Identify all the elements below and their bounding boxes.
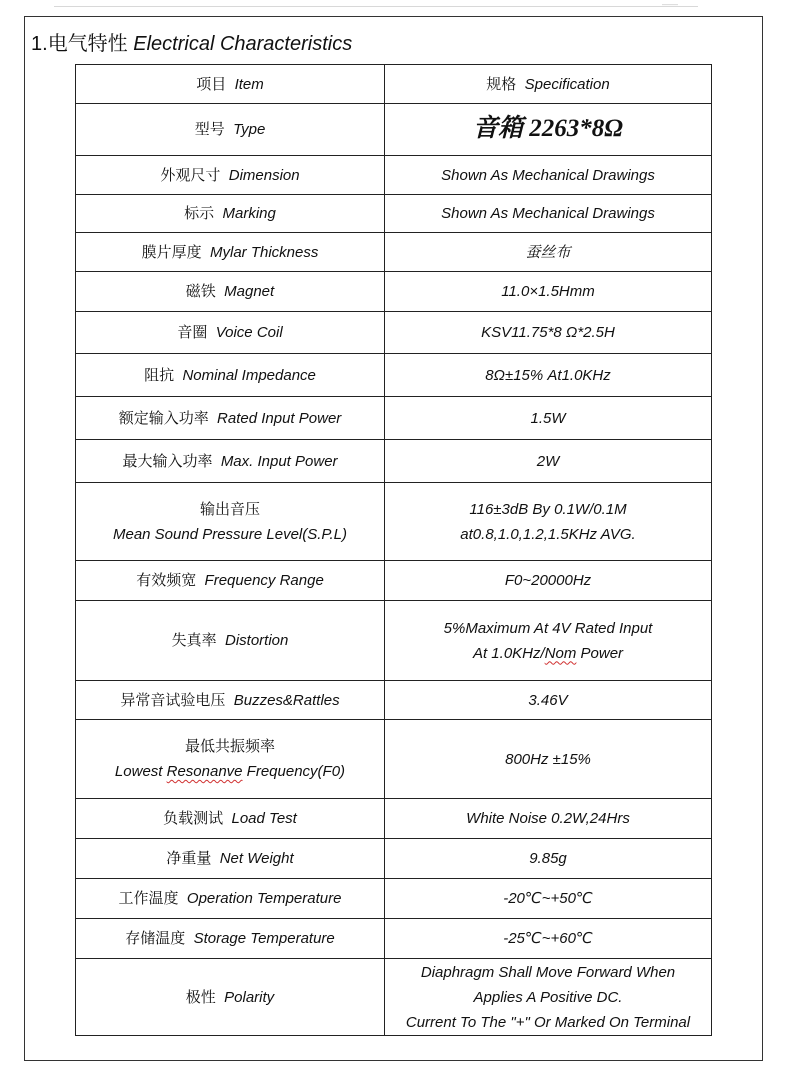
item-en: Frequency Range bbox=[204, 572, 324, 589]
spec-cell bbox=[385, 919, 712, 959]
table-row bbox=[76, 397, 712, 440]
spec-line: Shown As Mechanical Drawings bbox=[441, 205, 655, 222]
table-row bbox=[76, 483, 712, 561]
section-title-cn: 电气特性 bbox=[47, 33, 128, 55]
item-cn: 极性 bbox=[185, 988, 216, 1006]
spec-line: 音箱 2263*8Ω bbox=[473, 114, 623, 142]
spec-cell bbox=[385, 483, 712, 561]
spec-cell bbox=[385, 839, 712, 879]
top-rule bbox=[54, 6, 698, 7]
item-cell bbox=[76, 720, 385, 799]
item-en: Lowest Resonanve Frequency(F0) bbox=[114, 763, 346, 780]
section-number: 1. bbox=[31, 33, 48, 55]
item-cn: 失真率 bbox=[171, 632, 217, 649]
item-en: Voice Coil bbox=[215, 324, 283, 341]
item-en: Mylar Thickness bbox=[210, 243, 319, 261]
spec-cell bbox=[385, 233, 712, 272]
spec-line: F0~20000Hz bbox=[504, 572, 592, 589]
spec-cell bbox=[385, 720, 712, 799]
item-cn: 负载测试 bbox=[163, 810, 224, 827]
item-cn: 阻抗 bbox=[144, 366, 175, 384]
spec-line: 蚕丝布 bbox=[525, 243, 571, 261]
table-row bbox=[76, 919, 712, 959]
table-row bbox=[76, 156, 712, 195]
table-row bbox=[76, 879, 712, 919]
spec-line: at0.8,1.0,1.2,1.5KHz AVG. bbox=[460, 525, 636, 543]
table-row bbox=[76, 720, 712, 799]
spec-cell bbox=[385, 601, 712, 681]
spec-line: 2W bbox=[536, 452, 560, 470]
item-cn: 最大输入功率 bbox=[122, 452, 213, 470]
spec-header-cn: 规格 bbox=[486, 75, 517, 93]
item-en: Nominal Impedance bbox=[182, 366, 316, 384]
item-cell bbox=[76, 799, 385, 839]
item-cell bbox=[76, 104, 385, 156]
item-cell bbox=[76, 879, 385, 919]
item-cn: 有效频宽 bbox=[136, 572, 197, 589]
spec-header-cell bbox=[385, 65, 712, 104]
section-title bbox=[31, 27, 352, 56]
section-title-en: Electrical Characteristics bbox=[133, 33, 353, 55]
item-en: Load Test bbox=[231, 810, 297, 827]
item-en: Operation Temperature bbox=[186, 890, 342, 907]
item-cn: 最低共振频率 bbox=[184, 738, 275, 755]
table-row bbox=[76, 312, 712, 354]
spec-header-en: Specification bbox=[524, 75, 610, 93]
item-cn: 净重量 bbox=[166, 850, 212, 867]
top-rule-mark: —— bbox=[662, 0, 678, 9]
spec-line: 1.5W bbox=[530, 409, 566, 427]
spec-cell bbox=[385, 799, 712, 839]
table-row bbox=[76, 104, 712, 156]
spec-cell bbox=[385, 104, 712, 156]
item-cell bbox=[76, 440, 385, 483]
spec-line: 800Hz ±15% bbox=[505, 750, 591, 768]
item-en: Polarity bbox=[224, 988, 275, 1006]
spec-line: At 1.0KHz/Nom Power bbox=[472, 644, 624, 662]
table-row bbox=[76, 233, 712, 272]
spec-cell bbox=[385, 195, 712, 233]
table-row bbox=[76, 561, 712, 601]
spec-cell bbox=[385, 156, 712, 195]
spec-line: -25℃~+60℃ bbox=[503, 930, 593, 947]
spec-line: Shown As Mechanical Drawings bbox=[441, 166, 655, 184]
spec-table bbox=[75, 64, 712, 1036]
spec-line: Diaphragm Shall Move Forward When bbox=[420, 963, 676, 981]
item-cell bbox=[76, 561, 385, 601]
item-cn: 型号 bbox=[194, 121, 225, 138]
item-cn: 外观尺寸 bbox=[160, 166, 221, 184]
item-cell bbox=[76, 233, 385, 272]
spec-line: -20℃~+50℃ bbox=[503, 890, 593, 907]
spec-cell bbox=[385, 440, 712, 483]
table-row bbox=[76, 799, 712, 839]
item-cn: 音圈 bbox=[177, 324, 208, 341]
spec-line: Applies A Positive DC. bbox=[473, 988, 623, 1006]
item-en: Mean Sound Pressure Level(S.P.L) bbox=[112, 525, 348, 543]
item-cell bbox=[76, 312, 385, 354]
spec-cell bbox=[385, 681, 712, 720]
item-en: Buzzes&Rattles bbox=[233, 691, 340, 709]
item-cn: 输出音压 bbox=[199, 500, 260, 518]
table-row bbox=[76, 839, 712, 879]
item-cell bbox=[76, 681, 385, 720]
item-cell bbox=[76, 959, 385, 1036]
spec-line: 116±3dB By 0.1W/0.1M bbox=[469, 500, 627, 518]
spec-cell bbox=[385, 312, 712, 354]
item-cell bbox=[76, 354, 385, 397]
item-en: Distortion bbox=[225, 632, 289, 649]
spec-cell bbox=[385, 354, 712, 397]
item-cell bbox=[76, 483, 385, 561]
spec-cell bbox=[385, 397, 712, 440]
spec-line: 8Ω±15% At1.0KHz bbox=[485, 366, 611, 384]
table-row bbox=[76, 195, 712, 233]
table-row bbox=[76, 440, 712, 483]
table-row bbox=[76, 601, 712, 681]
table-row bbox=[76, 354, 712, 397]
spec-cell bbox=[385, 561, 712, 601]
item-en: Net Weight bbox=[219, 850, 294, 867]
table-row bbox=[76, 681, 712, 720]
item-cn: 异常音试验电压 bbox=[120, 691, 226, 709]
item-en: Type bbox=[233, 121, 266, 138]
item-cn: 标示 bbox=[184, 205, 215, 222]
item-cell bbox=[76, 272, 385, 312]
spec-line: 5%Maximum At 4V Rated Input bbox=[443, 619, 653, 637]
item-header-cell bbox=[76, 65, 385, 104]
table-header-row bbox=[76, 65, 712, 104]
table-row bbox=[76, 959, 712, 1036]
spec-rows bbox=[76, 104, 712, 1036]
item-en: Dimension bbox=[228, 166, 300, 184]
item-cell bbox=[76, 919, 385, 959]
item-cell bbox=[76, 195, 385, 233]
spec-line: 11.0×1.5Hmm bbox=[501, 283, 595, 300]
spec-line: KSV11.75*8 Ω*2.5H bbox=[481, 324, 615, 341]
spec-cell bbox=[385, 959, 712, 1036]
item-header-cn: 项目 bbox=[196, 75, 227, 93]
item-cn: 额定输入功率 bbox=[118, 409, 209, 427]
table-row bbox=[76, 272, 712, 312]
item-en: Max. Input Power bbox=[220, 452, 338, 470]
item-en: Marking bbox=[222, 205, 276, 222]
item-cell bbox=[76, 156, 385, 195]
spec-line: Current To The "+" Or Marked On Terminal bbox=[405, 1013, 691, 1031]
item-cell bbox=[76, 839, 385, 879]
spec-line: 9.85g bbox=[529, 850, 567, 867]
item-cn: 膜片厚度 bbox=[141, 243, 202, 261]
item-en: Storage Temperature bbox=[193, 930, 335, 947]
item-cell bbox=[76, 601, 385, 681]
spec-cell bbox=[385, 879, 712, 919]
spec-line: White Noise 0.2W,24Hrs bbox=[466, 810, 630, 827]
item-header-en: Item bbox=[234, 75, 264, 93]
item-cn: 工作温度 bbox=[118, 890, 179, 907]
item-cell bbox=[76, 397, 385, 440]
item-cn: 存储温度 bbox=[125, 930, 186, 947]
item-cn: 磁铁 bbox=[185, 283, 216, 300]
spec-cell bbox=[385, 272, 712, 312]
spec-line: 3.46V bbox=[528, 691, 568, 709]
item-en: Magnet bbox=[224, 283, 275, 300]
item-en: Rated Input Power bbox=[217, 409, 342, 427]
